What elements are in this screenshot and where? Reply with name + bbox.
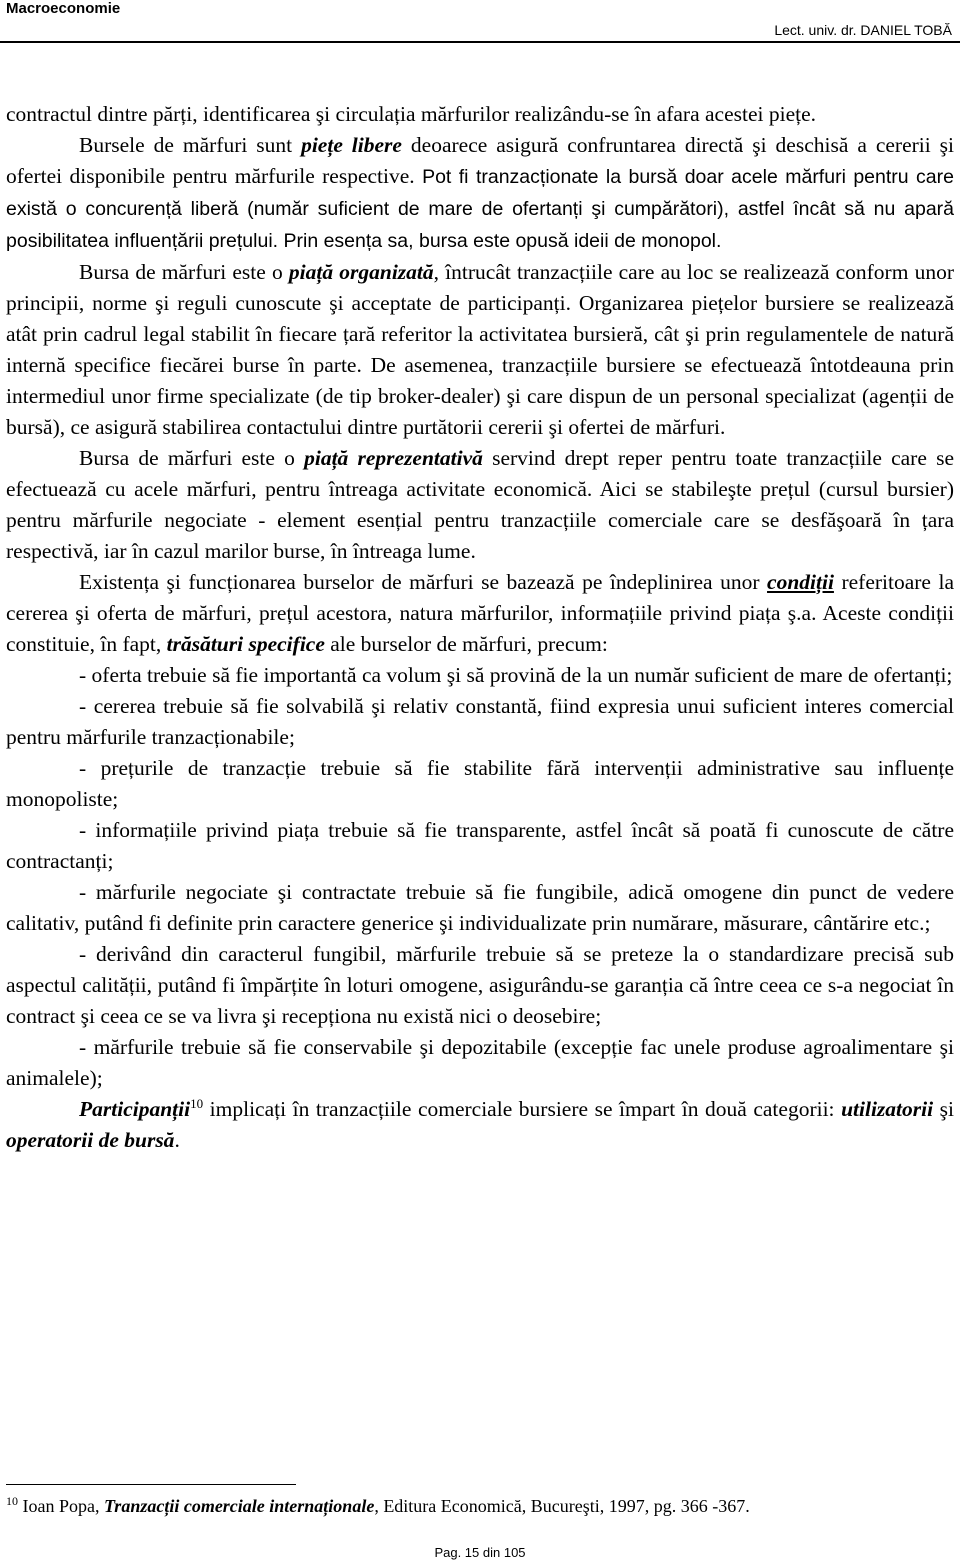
list-item: - derivând din caracterul fungibil, mărfurile trebuie să se preteze la o standardizare precisă sub aspectul calității, putând fi împărțite în loturi omogene, asigurându-se garanția că între ceea ce s-a negociat în contract şi ceea ce se va livra şi recepționa nu există nici o deosebire; — [6, 942, 954, 1028]
sans-passage: Pot fi tranzacționate la bursă doar acele mărfuri pentru care există o concurență liberă (număr suficient de mare de ofertanți şi cumpărători), astfel încât să nu apară posibilitatea influențării prețului. Prin esența sa, bursa este opusă ideii de monopol. — [6, 166, 954, 252]
header-divider — [0, 41, 960, 43]
header-author: Lect. univ. dr. DANIEL TOBĂ — [774, 22, 952, 38]
paragraph-continuation: contractul dintre părți, identificarea şi circulația mărfurilor realizându-se în afara acestei piețe. — [6, 102, 817, 126]
footnote-reference[interactable]: 10 — [190, 1095, 204, 1111]
footnote-divider — [6, 1484, 296, 1485]
list-item: - mărfurile trebuie să fie conservabile şi depozitabile (excepție fac unele produse agroalimentare şi animalele); — [6, 1035, 954, 1090]
term-utilizatorii: utilizatorii — [841, 1097, 934, 1121]
term-piete-libere: piețe libere — [301, 133, 402, 157]
paragraph-conditii: Existența şi funcționarea burselor de mărfuri se bazează pe îndeplinirea unor condiții referitoare la cererea şi oferta de mărfuri, prețul acestora, natura mărfurilor, informațiile privind piața ş.a. Aceste condiții constituie, în fapt, trăsături specifice ale burselor de mărfuri, precum: — [6, 570, 955, 656]
list-item: - oferta trebuie să fie importantă ca volum şi să provină de la un număr suficient de mare de ofertanți; — [79, 663, 953, 687]
term-conditii: condiții — [767, 570, 834, 594]
paragraph-piata-organizata: Bursa de mărfuri este o piață organizată, întrucât tranzacțiile care au loc se realizează conform unor principii, norme şi reguli cunoscute şi acceptate de participanți. Organizarea piețelor bursiere se realizează atât prin cadrul legal stabilit în fiecare țară referitor la activitatea bursieră, cât şi prin regulamentele de natură internă specifice fiecărei burse în parte. De asemenea, tranzacțiile bursiere se efectuează întotdeauna prin intermediul unor firme specializate (de tip broker-dealer) şi care dispun de un personal specializat (agenții de bursă), ce asigură stabilirea contactului dintre purtătorii cererii şi ofertei de mărfuri. — [6, 260, 954, 439]
page-number: Pag. 15 din 105 — [434, 1545, 526, 1560]
term-trasaturi-specifice: trăsături specifice — [166, 632, 325, 656]
paragraph-participanti: Participanții$^{10}$ implicați în tranzacțiile comerciale bursiere se împart în două categorii: utilizatorii şi operatorii de bursă. — [6, 1095, 954, 1152]
header-course-title: Macroeconomie — [6, 0, 121, 17]
term-piata-reprezentativa: piață reprezentativă — [304, 446, 483, 470]
footnote-number: 10 — [6, 1494, 18, 1508]
term-operatorii-de-bursa: operatorii de bursă — [6, 1128, 175, 1152]
paragraph-piata-reprezentativa: Bursa de mărfuri este o piață reprezentativă servind drept reper pentru toate tranzacțiile care se efectuează cu acele mărfuri, pentru întreaga activitate economică. Aici se stabileşte prețul (cursul bursier) pentru mărfurile negociate - element esențial pentru tranzacțiile comerciale care se desfăşoară în țara respectivă, iar în cazul marilor burse, în întreaga lume. — [6, 446, 954, 563]
list-item: - informațiile privind piața trebuie să fie transparente, astfel încât să poată fi cunoscute de către contractanți; — [6, 818, 954, 873]
list-item: - prețurile de tranzacție trebuie să fie stabilite fără intervenții administrative sau influențe monopoliste; — [6, 756, 954, 811]
term-participanti: Participanții — [79, 1097, 191, 1121]
paragraph-piete-libere: Bursele de mărfuri sunt piețe libere deoarece asigură confruntarea directă şi deschisă a cererii şi ofertei disponibile pentru mărfurile respective. Pot fi tranzacționate la bursă doar acele mărfuri pentru care există o concurență liberă (număr suficient de mare de ofertanți şi cumpărători), astfel încât să nu apară posibilitatea influențării prețului. Prin esența sa, bursa este opusă ideii de monopol. — [6, 133, 955, 252]
list-item: - cererea trebuie să fie solvabilă şi relativ constantă, fiind expresia unui suficient interes comercial pentru mărfurile tranzacționabile; — [6, 694, 954, 749]
footnote: $^{10}$ Ioan Popa, Tranzacții comerciale internaționale, Editura Economică, Bucureşti, 1997, pg. 366 -367. — [6, 1494, 750, 1516]
footnote-book-title: Tranzacții comerciale internaționale — [103, 1496, 375, 1516]
main-text — [6, 99, 954, 1156]
term-piata-organizata: piață organizată — [288, 260, 434, 284]
list-item: - mărfurile negociate şi contractate trebuie să fie fungibile, adică omogene din punct de vedere calitativ, putând fi definite prin caractere generice şi individualizate prin numărare, măsurare, cântărire etc.; — [6, 880, 954, 935]
